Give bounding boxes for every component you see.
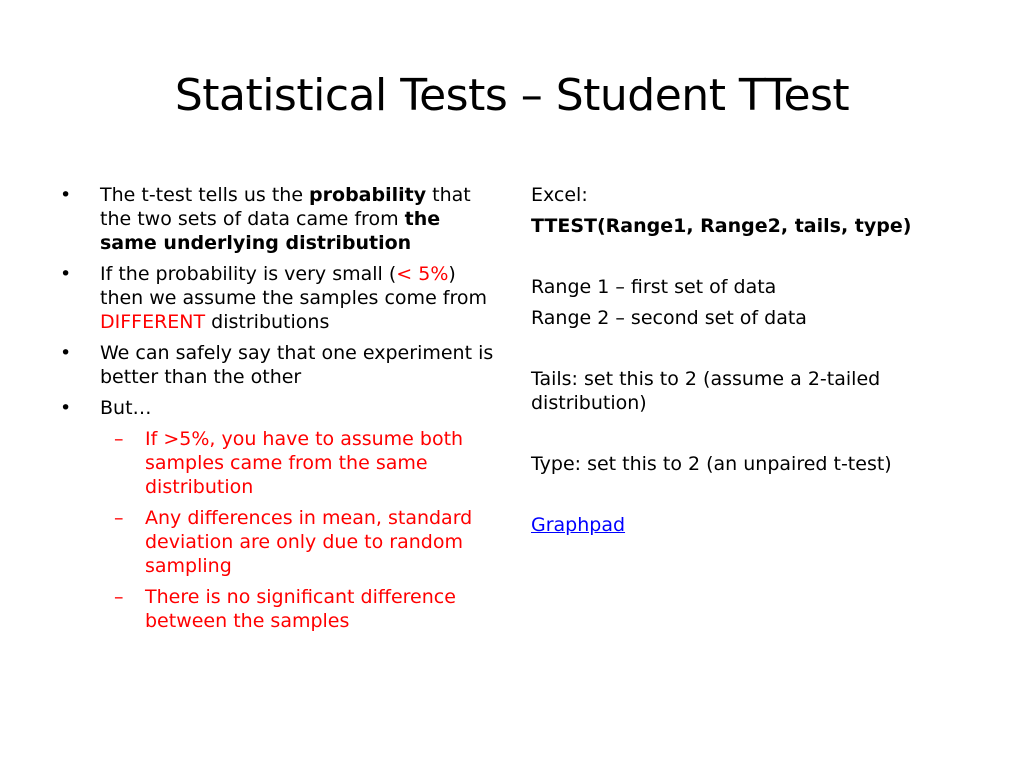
bold-text: the same underlying distribution — [100, 208, 441, 254]
sub-bullet-item — [58, 585, 498, 633]
red-emphasis-text: < 5% — [396, 263, 449, 285]
bullet-text: If the probability is very small ( — [100, 263, 397, 285]
bullet-item — [58, 183, 498, 255]
range1-description: Range 1 – first set of data — [531, 276, 777, 298]
sub-bullet-marker: – — [114, 586, 124, 608]
sub-bullet-text: If >5%, you have to assume both samples came from the same distribution — [145, 428, 464, 498]
bullet-text: that the two sets of data came from — [100, 184, 471, 230]
bullet-text: The t-test tells us the — [100, 184, 310, 206]
red-emphasis-text: DIFFERENT — [100, 311, 206, 333]
sub-bullet-marker: – — [114, 507, 124, 529]
bullet-text: distributions — [205, 311, 330, 333]
sub-bullet-text: Any differences in mean, standard deviation are only due to random sampling — [145, 507, 473, 577]
sub-bullet-text: There is no significant difference between the samples — [145, 586, 456, 632]
tails-description: Tails: set this to 2 (assume a 2-tailed distribution) — [531, 368, 881, 414]
bullet-list — [58, 183, 498, 420]
bullet-marker: • — [60, 263, 72, 285]
bullet-item — [58, 262, 498, 334]
bullet-item — [58, 396, 498, 420]
graphpad-link[interactable]: Graphpad — [531, 514, 626, 536]
range2-description: Range 2 – second set of data — [531, 307, 807, 329]
sub-bullet-item — [58, 506, 498, 578]
bullet-text: We can safely say that one experiment is better than the other — [100, 342, 494, 388]
bullet-marker: • — [60, 342, 72, 364]
bullet-marker: • — [60, 184, 72, 206]
bold-text: probability — [309, 184, 427, 206]
excel-label: Excel: — [531, 184, 588, 206]
sub-bullet-item — [58, 427, 498, 499]
bullet-text: ) then we assume the samples come from — [100, 263, 488, 309]
link-paragraph — [531, 513, 971, 537]
sub-bullet-marker: – — [114, 428, 124, 450]
right-column — [531, 183, 971, 537]
type-description: Type: set this to 2 (an unpaired t-test) — [531, 453, 892, 475]
bullet-text: But… — [100, 397, 152, 419]
sub-bullet-list — [58, 427, 498, 633]
bullet-item — [58, 341, 498, 389]
bullet-marker: • — [60, 397, 72, 419]
left-column — [58, 183, 498, 640]
ttest-formula: TTEST(Range1, Range2, tails, type) — [531, 215, 912, 237]
slide-title: Statistical Tests – Student TTest — [174, 70, 850, 121]
